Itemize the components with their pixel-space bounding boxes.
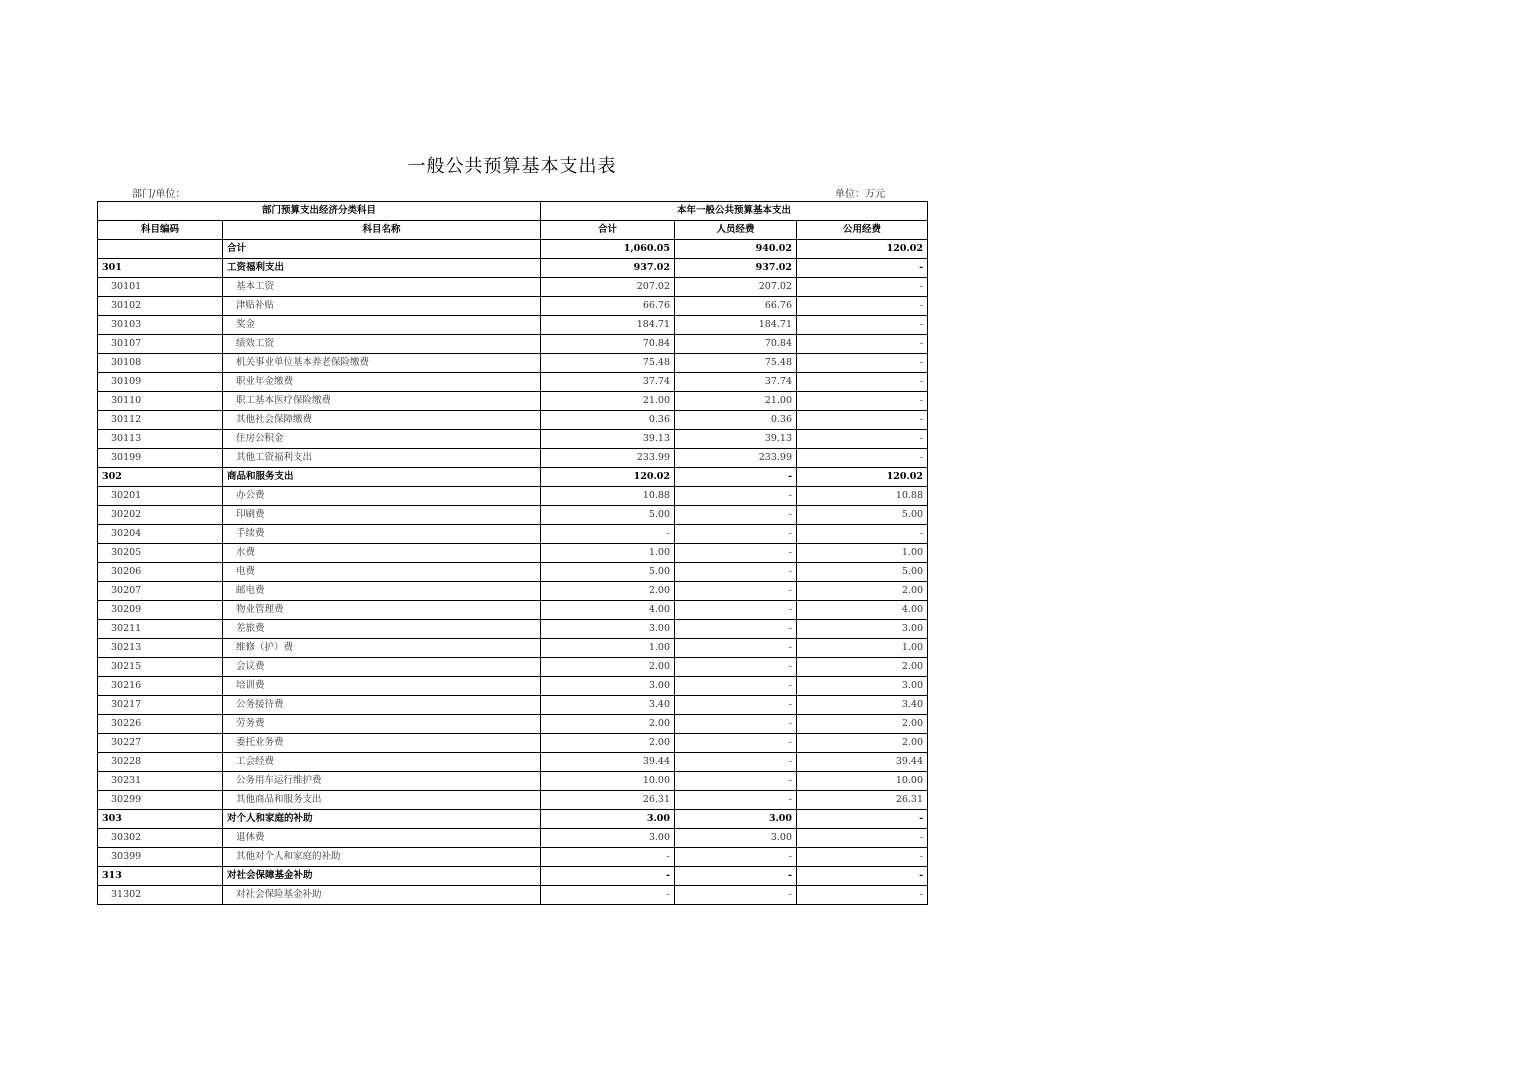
total-cell: 184.71 [541, 316, 675, 335]
personnel-expense-cell: - [675, 696, 797, 715]
table-row [98, 354, 928, 373]
table-row [98, 772, 928, 791]
table-row [98, 468, 928, 487]
subject-name-cell: 其他商品和服务支出 [223, 791, 541, 810]
subject-code-cell: 30103 [98, 316, 223, 335]
public-expense-cell: 10.88 [797, 487, 928, 506]
subject-name-cell: 培训费 [223, 677, 541, 696]
public-expense-cell: 5.00 [797, 506, 928, 525]
subject-name-cell: 公务接待费 [223, 696, 541, 715]
table-row [98, 582, 928, 601]
header-public-expense: 公用经费 [797, 221, 928, 240]
public-expense-cell: 120.02 [797, 468, 928, 487]
subject-name-cell: 对社会保险基金补助 [223, 886, 541, 905]
personnel-expense-cell: - [675, 506, 797, 525]
personnel-expense-cell: 184.71 [675, 316, 797, 335]
personnel-expense-cell: 66.76 [675, 297, 797, 316]
total-cell: - [541, 886, 675, 905]
table-row [98, 753, 928, 772]
personnel-expense-cell: - [675, 772, 797, 791]
table-row [98, 563, 928, 582]
public-expense-cell: 39.44 [797, 753, 928, 772]
subject-code-cell: 30217 [98, 696, 223, 715]
total-cell: 3.00 [541, 620, 675, 639]
public-expense-cell: - [797, 335, 928, 354]
subject-code-cell: 30107 [98, 335, 223, 354]
total-cell: 5.00 [541, 506, 675, 525]
personnel-expense-cell: 39.13 [675, 430, 797, 449]
personnel-expense-cell: - [675, 563, 797, 582]
personnel-expense-cell: 3.00 [675, 810, 797, 829]
total-cell: 0.36 [541, 411, 675, 430]
subject-code-cell: 30201 [98, 487, 223, 506]
subject-code-cell: 30113 [98, 430, 223, 449]
total-cell: 937.02 [541, 259, 675, 278]
public-expense-cell: 2.00 [797, 734, 928, 753]
personnel-expense-cell: - [675, 734, 797, 753]
subject-code-cell: 30226 [98, 715, 223, 734]
personnel-expense-cell: 37.74 [675, 373, 797, 392]
subject-name-cell: 其他社会保障缴费 [223, 411, 541, 430]
table-row [98, 487, 928, 506]
table-row [98, 544, 928, 563]
subject-name-cell: 基本工资 [223, 278, 541, 297]
subject-name-cell: 绩效工资 [223, 335, 541, 354]
table-row [98, 240, 928, 259]
table-row [98, 620, 928, 639]
public-expense-cell: - [797, 316, 928, 335]
subject-name-cell: 职工基本医疗保险缴费 [223, 392, 541, 411]
subject-name-cell: 差旅费 [223, 620, 541, 639]
subject-code-cell: 30228 [98, 753, 223, 772]
subject-code-cell: 30207 [98, 582, 223, 601]
table-row [98, 430, 928, 449]
personnel-expense-cell: - [675, 487, 797, 506]
subject-name-cell: 印刷费 [223, 506, 541, 525]
public-expense-cell: - [797, 373, 928, 392]
subject-code-cell: 303 [98, 810, 223, 829]
personnel-expense-cell: - [675, 886, 797, 905]
subject-code-cell: 30299 [98, 791, 223, 810]
total-cell: 21.00 [541, 392, 675, 411]
header-personnel-expense: 人员经费 [675, 221, 797, 240]
subject-name-cell: 机关事业单位基本养老保险缴费 [223, 354, 541, 373]
personnel-expense-cell: - [675, 715, 797, 734]
personnel-expense-cell: 21.00 [675, 392, 797, 411]
total-cell: 39.44 [541, 753, 675, 772]
subject-code-cell: 30102 [98, 297, 223, 316]
personnel-expense-cell: - [675, 544, 797, 563]
table-row [98, 297, 928, 316]
subject-name-cell: 工会经费 [223, 753, 541, 772]
subject-name-cell: 对个人和家庭的补助 [223, 810, 541, 829]
total-cell: 4.00 [541, 601, 675, 620]
personnel-expense-cell: - [675, 639, 797, 658]
department-label: 部门/单位： [132, 189, 186, 200]
personnel-expense-cell: - [675, 525, 797, 544]
table-row [98, 848, 928, 867]
public-expense-cell: - [797, 848, 928, 867]
subject-code-cell: 30109 [98, 373, 223, 392]
subject-code-cell: 30231 [98, 772, 223, 791]
total-cell: 10.00 [541, 772, 675, 791]
subject-code-cell: 30204 [98, 525, 223, 544]
total-cell: 2.00 [541, 715, 675, 734]
table-row [98, 658, 928, 677]
public-expense-cell: - [797, 430, 928, 449]
total-cell: 26.31 [541, 791, 675, 810]
public-expense-cell: 3.40 [797, 696, 928, 715]
subject-code-cell: 302 [98, 468, 223, 487]
subject-code-cell: 30211 [98, 620, 223, 639]
public-expense-cell: 2.00 [797, 715, 928, 734]
total-cell: 2.00 [541, 734, 675, 753]
personnel-expense-cell: - [675, 753, 797, 772]
total-cell: 3.00 [541, 677, 675, 696]
personnel-expense-cell: - [675, 658, 797, 677]
subject-name-cell: 职业年金缴费 [223, 373, 541, 392]
subject-code-cell [98, 240, 223, 259]
personnel-expense-cell: 937.02 [675, 259, 797, 278]
table-row [98, 335, 928, 354]
table-row [98, 392, 928, 411]
table-row [98, 639, 928, 658]
table-row [98, 677, 928, 696]
total-cell: 207.02 [541, 278, 675, 297]
personnel-expense-cell: - [675, 791, 797, 810]
public-expense-cell: - [797, 297, 928, 316]
public-expense-cell: 3.00 [797, 677, 928, 696]
public-expense-cell: - [797, 449, 928, 468]
total-cell: 2.00 [541, 582, 675, 601]
table-row [98, 696, 928, 715]
total-cell: 66.76 [541, 297, 675, 316]
total-cell: 3.00 [541, 829, 675, 848]
public-expense-cell: 2.00 [797, 658, 928, 677]
subject-code-cell: 30216 [98, 677, 223, 696]
header-basic-expenditure: 本年一般公共预算基本支出 [541, 202, 928, 221]
subject-name-cell: 合计 [223, 240, 541, 259]
header-economic-classification: 部门预算支出经济分类科目 [98, 202, 541, 221]
personnel-expense-cell: 75.48 [675, 354, 797, 373]
public-expense-cell: - [797, 525, 928, 544]
unit-label: 单位：万元 [835, 189, 885, 200]
personnel-expense-cell: 70.84 [675, 335, 797, 354]
subject-code-cell: 30399 [98, 848, 223, 867]
table-row [98, 829, 928, 848]
subject-name-cell: 商品和服务支出 [223, 468, 541, 487]
table-row [98, 715, 928, 734]
subject-name-cell: 办公费 [223, 487, 541, 506]
subject-name-cell: 奖金 [223, 316, 541, 335]
subject-name-cell: 住房公积金 [223, 430, 541, 449]
subject-name-cell: 水费 [223, 544, 541, 563]
personnel-expense-cell: - [675, 677, 797, 696]
table-row [98, 525, 928, 544]
total-cell: 2.00 [541, 658, 675, 677]
subject-code-cell: 30206 [98, 563, 223, 582]
subject-code-cell: 30205 [98, 544, 223, 563]
public-expense-cell: 120.02 [797, 240, 928, 259]
subject-code-cell: 31302 [98, 886, 223, 905]
subject-code-cell: 30213 [98, 639, 223, 658]
table-row [98, 259, 928, 278]
personnel-expense-cell: - [675, 867, 797, 886]
total-cell: 39.13 [541, 430, 675, 449]
subject-name-cell: 退休费 [223, 829, 541, 848]
table-row [98, 867, 928, 886]
subject-code-cell: 30215 [98, 658, 223, 677]
personnel-expense-cell: 940.02 [675, 240, 797, 259]
total-cell: - [541, 867, 675, 886]
personnel-expense-cell: 207.02 [675, 278, 797, 297]
personnel-expense-cell: - [675, 620, 797, 639]
table-row [98, 506, 928, 525]
total-cell: 1,060.05 [541, 240, 675, 259]
total-cell: 1.00 [541, 544, 675, 563]
public-expense-cell: - [797, 259, 928, 278]
public-expense-cell: - [797, 829, 928, 848]
total-cell: 1.00 [541, 639, 675, 658]
subject-code-cell: 30101 [98, 278, 223, 297]
personnel-expense-cell: 0.36 [675, 411, 797, 430]
personnel-expense-cell: 3.00 [675, 829, 797, 848]
personnel-expense-cell: - [675, 468, 797, 487]
table-row [98, 411, 928, 430]
page-title: 一般公共预算基本支出表 [407, 156, 617, 177]
subject-name-cell: 电费 [223, 563, 541, 582]
table-row [98, 734, 928, 753]
total-cell: 3.00 [541, 810, 675, 829]
personnel-expense-cell: - [675, 582, 797, 601]
header-group-row [98, 202, 928, 221]
personnel-expense-cell: - [675, 848, 797, 867]
subject-name-cell: 公务用车运行维护费 [223, 772, 541, 791]
subject-name-cell: 工资福利支出 [223, 259, 541, 278]
total-cell: 3.40 [541, 696, 675, 715]
public-expense-cell: 10.00 [797, 772, 928, 791]
table-row [98, 810, 928, 829]
public-expense-cell: 1.00 [797, 639, 928, 658]
header-column-row [98, 221, 928, 240]
total-cell: 120.02 [541, 468, 675, 487]
public-expense-cell: - [797, 278, 928, 297]
header-subject-name: 科目名称 [223, 221, 541, 240]
total-cell: 75.48 [541, 354, 675, 373]
total-cell: 10.88 [541, 487, 675, 506]
subject-name-cell: 其他对个人和家庭的补助 [223, 848, 541, 867]
subject-name-cell: 邮电费 [223, 582, 541, 601]
total-cell: - [541, 525, 675, 544]
subject-code-cell: 30302 [98, 829, 223, 848]
subject-name-cell: 其他工资福利支出 [223, 449, 541, 468]
subject-name-cell: 物业管理费 [223, 601, 541, 620]
public-expense-cell: - [797, 886, 928, 905]
subject-code-cell: 301 [98, 259, 223, 278]
public-expense-cell: - [797, 392, 928, 411]
subject-code-cell: 30112 [98, 411, 223, 430]
personnel-expense-cell: 233.99 [675, 449, 797, 468]
public-expense-cell: 1.00 [797, 544, 928, 563]
public-expense-cell: 4.00 [797, 601, 928, 620]
total-cell: 70.84 [541, 335, 675, 354]
subject-name-cell: 对社会保障基金补助 [223, 867, 541, 886]
table-row [98, 886, 928, 905]
table-row [98, 373, 928, 392]
total-cell: - [541, 848, 675, 867]
table-row [98, 601, 928, 620]
table-row [98, 791, 928, 810]
total-cell: 5.00 [541, 563, 675, 582]
subject-name-cell: 津贴补贴 [223, 297, 541, 316]
subject-code-cell: 30110 [98, 392, 223, 411]
subject-name-cell: 委托业务费 [223, 734, 541, 753]
budget-table [97, 201, 928, 905]
subject-code-cell: 30227 [98, 734, 223, 753]
total-cell: 37.74 [541, 373, 675, 392]
subject-code-cell: 30209 [98, 601, 223, 620]
header-total: 合计 [541, 221, 675, 240]
subject-name-cell: 会议费 [223, 658, 541, 677]
public-expense-cell: 26.31 [797, 791, 928, 810]
public-expense-cell: 3.00 [797, 620, 928, 639]
public-expense-cell: - [797, 867, 928, 886]
table-row [98, 449, 928, 468]
table-row [98, 278, 928, 297]
header-subject-code: 科目编码 [98, 221, 223, 240]
subject-name-cell: 维修（护）费 [223, 639, 541, 658]
subject-code-cell: 30199 [98, 449, 223, 468]
public-expense-cell: 5.00 [797, 563, 928, 582]
public-expense-cell: - [797, 354, 928, 373]
subject-name-cell: 劳务费 [223, 715, 541, 734]
public-expense-cell: 2.00 [797, 582, 928, 601]
subject-code-cell: 313 [98, 867, 223, 886]
total-cell: 233.99 [541, 449, 675, 468]
public-expense-cell: - [797, 810, 928, 829]
personnel-expense-cell: - [675, 601, 797, 620]
subject-name-cell: 手续费 [223, 525, 541, 544]
table-row [98, 316, 928, 335]
subject-code-cell: 30202 [98, 506, 223, 525]
subject-code-cell: 30108 [98, 354, 223, 373]
public-expense-cell: - [797, 411, 928, 430]
